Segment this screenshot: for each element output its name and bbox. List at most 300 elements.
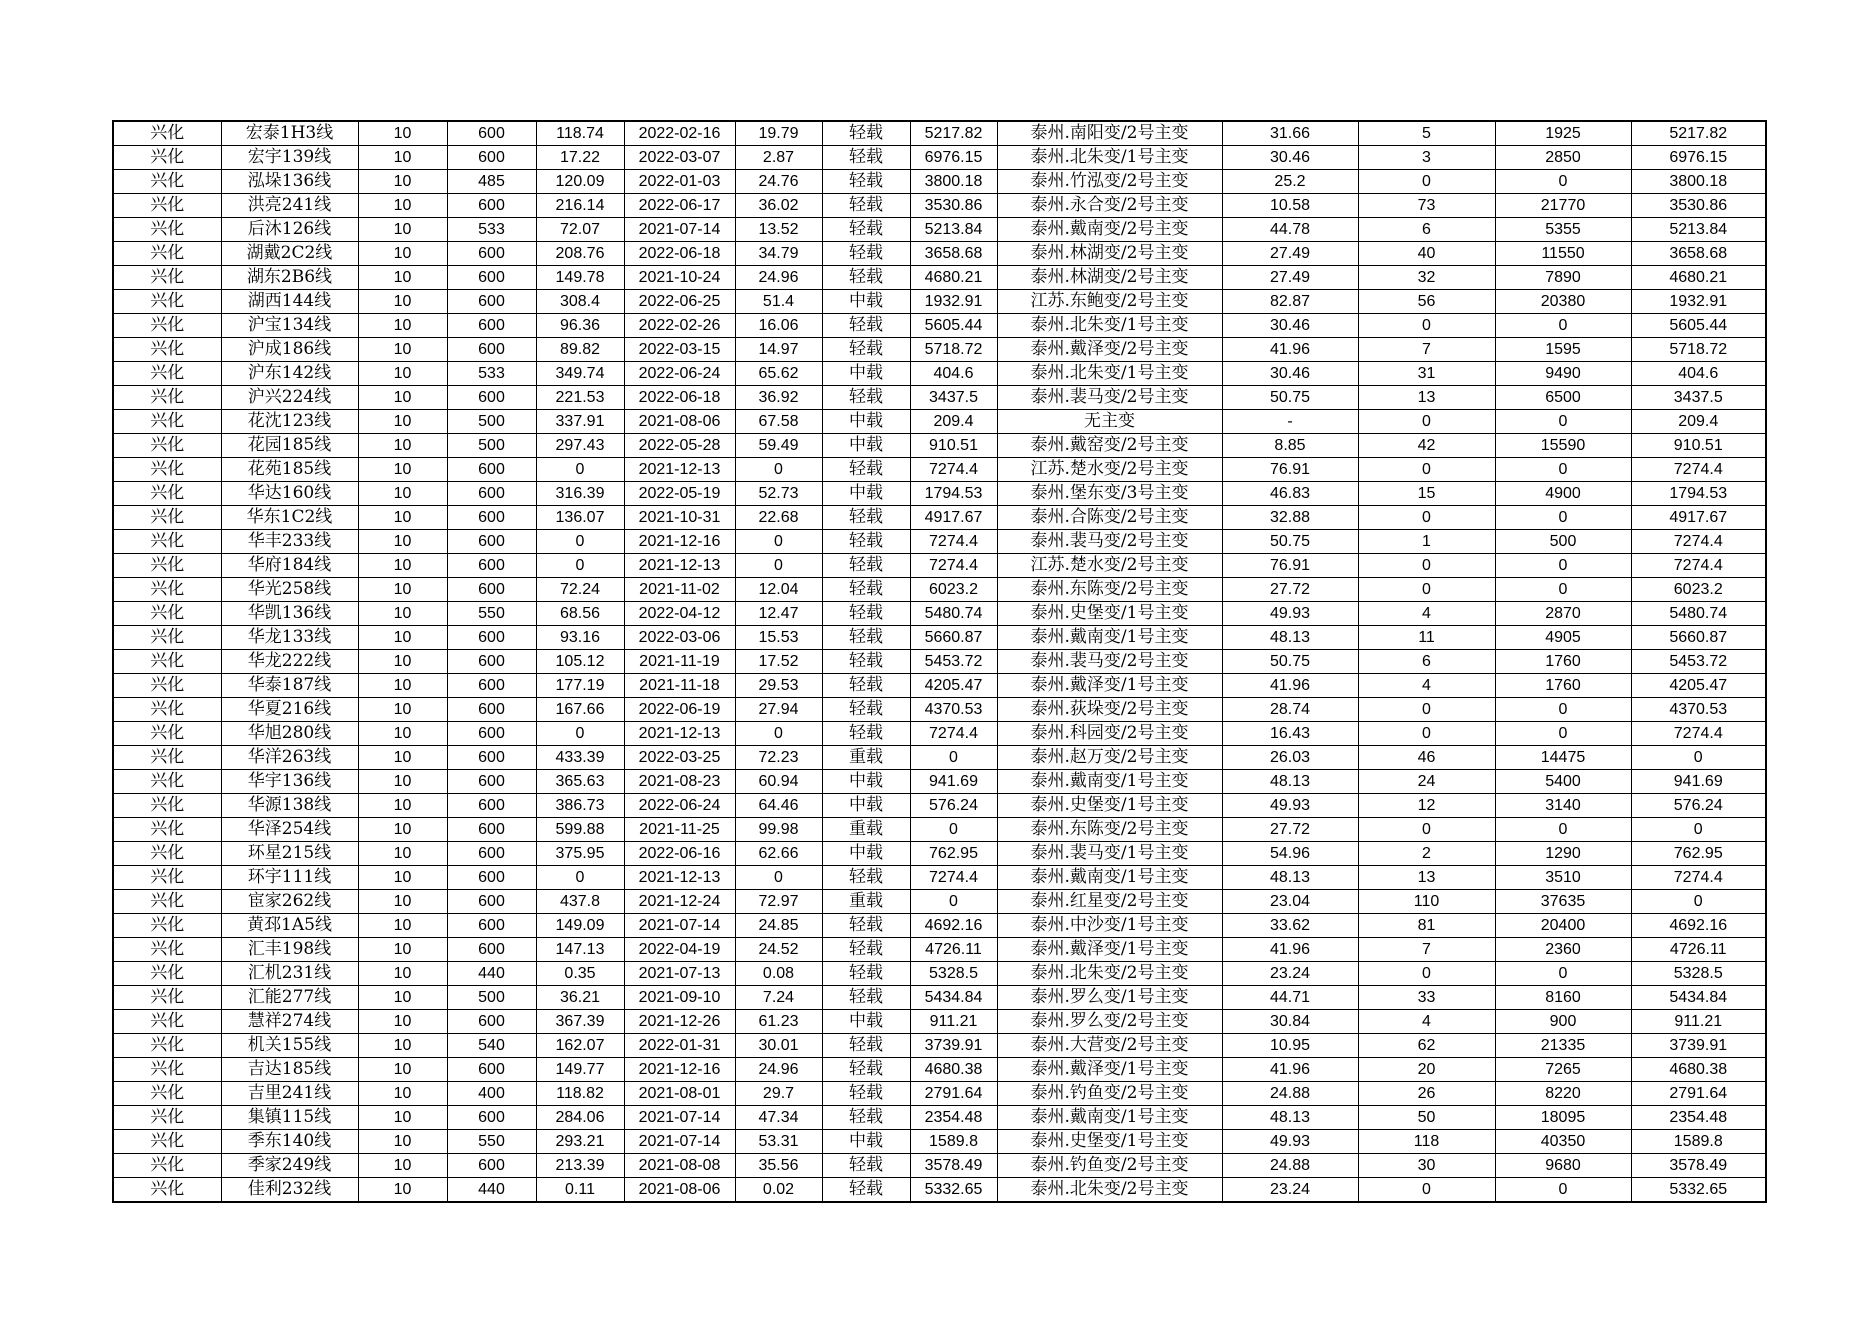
transformer-cell: 泰州.钓鱼变/2号主变 <box>997 1082 1222 1106</box>
date-cell: 2021-07-14 <box>624 1130 735 1154</box>
transformer-cell: 无主变 <box>997 410 1222 434</box>
county-cell: 兴化 <box>113 746 221 770</box>
capacity-cell: 600 <box>447 866 536 890</box>
max-load-cell: 149.78 <box>536 266 624 290</box>
available-capacity-cell: 4917.67 <box>910 506 997 530</box>
capacity-cell: 600 <box>447 914 536 938</box>
user-capacity-cell: 2360 <box>1495 938 1631 962</box>
line-name-cell: 华泰187线 <box>221 674 358 698</box>
max-load-cell: 433.39 <box>536 746 624 770</box>
county-cell: 兴化 <box>113 218 221 242</box>
capacity-cell: 533 <box>447 218 536 242</box>
user-capacity-cell: 1760 <box>1495 674 1631 698</box>
user-capacity-cell: 9680 <box>1495 1154 1631 1178</box>
capacity-cell: 500 <box>447 434 536 458</box>
transformer-cell: 泰州.钓鱼变/2号主变 <box>997 1154 1222 1178</box>
voltage-cell: 10 <box>358 482 447 506</box>
available-capacity-cell: 910.51 <box>910 434 997 458</box>
load-level-cell: 轻载 <box>822 194 910 218</box>
load-level-cell: 轻载 <box>822 242 910 266</box>
capacity-cell: 540 <box>447 1034 536 1058</box>
date-cell: 2022-06-16 <box>624 842 735 866</box>
remaining-capacity-cell: 7274.4 <box>1631 554 1766 578</box>
transformer-load-rate-cell: 10.95 <box>1222 1034 1358 1058</box>
load-rate-cell: 65.62 <box>735 362 822 386</box>
voltage-cell: 10 <box>358 170 447 194</box>
remaining-capacity-cell: 3658.68 <box>1631 242 1766 266</box>
county-cell: 兴化 <box>113 650 221 674</box>
date-cell: 2022-02-26 <box>624 314 735 338</box>
capacity-cell: 600 <box>447 266 536 290</box>
transformer-cell: 泰州.科园变/2号主变 <box>997 722 1222 746</box>
available-capacity-cell: 3578.49 <box>910 1154 997 1178</box>
max-load-cell: 68.56 <box>536 602 624 626</box>
date-cell: 2021-08-01 <box>624 1082 735 1106</box>
transformer-cell: 泰州.史堡变/1号主变 <box>997 602 1222 626</box>
load-level-cell: 中载 <box>822 434 910 458</box>
user-capacity-cell: 0 <box>1495 314 1631 338</box>
county-cell: 兴化 <box>113 1154 221 1178</box>
county-cell: 兴化 <box>113 986 221 1010</box>
remaining-capacity-cell: 3739.91 <box>1631 1034 1766 1058</box>
max-load-cell: 284.06 <box>536 1106 624 1130</box>
load-rate-cell: 12.04 <box>735 578 822 602</box>
transformer-cell: 泰州.戴泽变/1号主变 <box>997 674 1222 698</box>
line-name-cell: 花苑185线 <box>221 458 358 482</box>
load-rate-cell: 99.98 <box>735 818 822 842</box>
remaining-capacity-cell: 4680.21 <box>1631 266 1766 290</box>
load-level-cell: 轻载 <box>822 674 910 698</box>
remaining-capacity-cell: 5332.65 <box>1631 1178 1766 1203</box>
capacity-cell: 500 <box>447 410 536 434</box>
user-capacity-cell: 0 <box>1495 698 1631 722</box>
date-cell: 2021-12-13 <box>624 722 735 746</box>
load-rate-cell: 0 <box>735 866 822 890</box>
voltage-cell: 10 <box>358 794 447 818</box>
max-load-cell: 177.19 <box>536 674 624 698</box>
county-cell: 兴化 <box>113 1178 221 1203</box>
remaining-capacity-cell: 5605.44 <box>1631 314 1766 338</box>
line-name-cell: 沪东142线 <box>221 362 358 386</box>
remaining-capacity-cell: 5718.72 <box>1631 338 1766 362</box>
table-row <box>113 290 1766 314</box>
max-load-cell: 162.07 <box>536 1034 624 1058</box>
available-capacity-cell: 2354.48 <box>910 1106 997 1130</box>
user-count-cell: 56 <box>1358 290 1495 314</box>
table-row <box>113 1082 1766 1106</box>
available-capacity-cell: 4680.38 <box>910 1058 997 1082</box>
user-count-cell: 0 <box>1358 962 1495 986</box>
remaining-capacity-cell: 0 <box>1631 746 1766 770</box>
load-level-cell: 轻载 <box>822 578 910 602</box>
available-capacity-cell: 0 <box>910 890 997 914</box>
remaining-capacity-cell: 910.51 <box>1631 434 1766 458</box>
load-rate-cell: 51.4 <box>735 290 822 314</box>
transformer-cell: 泰州.裴马变/2号主变 <box>997 386 1222 410</box>
table-row <box>113 1034 1766 1058</box>
user-capacity-cell: 8220 <box>1495 1082 1631 1106</box>
table-row <box>113 194 1766 218</box>
available-capacity-cell: 762.95 <box>910 842 997 866</box>
user-count-cell: 0 <box>1358 506 1495 530</box>
capacity-cell: 500 <box>447 986 536 1010</box>
remaining-capacity-cell: 5217.82 <box>1631 121 1766 146</box>
transformer-cell: 泰州.罗么变/2号主变 <box>997 1010 1222 1034</box>
transformer-cell: 泰州.戴南变/2号主变 <box>997 218 1222 242</box>
date-cell: 2021-12-16 <box>624 530 735 554</box>
user-count-cell: 6 <box>1358 218 1495 242</box>
user-capacity-cell: 7265 <box>1495 1058 1631 1082</box>
voltage-cell: 10 <box>358 314 447 338</box>
user-capacity-cell: 0 <box>1495 170 1631 194</box>
max-load-cell: 96.36 <box>536 314 624 338</box>
user-count-cell: 0 <box>1358 698 1495 722</box>
available-capacity-cell: 404.6 <box>910 362 997 386</box>
capacity-cell: 600 <box>447 290 536 314</box>
capacity-cell: 600 <box>447 722 536 746</box>
user-count-cell: 11 <box>1358 626 1495 650</box>
max-load-cell: 386.73 <box>536 794 624 818</box>
table-row <box>113 602 1766 626</box>
transformer-cell: 泰州.赵万变/2号主变 <box>997 746 1222 770</box>
load-rate-cell: 0 <box>735 530 822 554</box>
table-row <box>113 842 1766 866</box>
transformer-load-rate-cell: 44.71 <box>1222 986 1358 1010</box>
remaining-capacity-cell: 762.95 <box>1631 842 1766 866</box>
user-count-cell: 0 <box>1358 1178 1495 1203</box>
remaining-capacity-cell: 4205.47 <box>1631 674 1766 698</box>
user-capacity-cell: 0 <box>1495 818 1631 842</box>
user-count-cell: 0 <box>1358 314 1495 338</box>
county-cell: 兴化 <box>113 938 221 962</box>
county-cell: 兴化 <box>113 314 221 338</box>
transformer-load-rate-cell: 24.88 <box>1222 1154 1358 1178</box>
voltage-cell: 10 <box>358 290 447 314</box>
line-name-cell: 佳利232线 <box>221 1178 358 1203</box>
user-capacity-cell: 18095 <box>1495 1106 1631 1130</box>
transformer-cell: 泰州.堡东变/3号主变 <box>997 482 1222 506</box>
voltage-cell: 10 <box>358 410 447 434</box>
line-name-cell: 华宇136线 <box>221 770 358 794</box>
voltage-cell: 10 <box>358 818 447 842</box>
transformer-load-rate-cell: 50.75 <box>1222 650 1358 674</box>
available-capacity-cell: 3658.68 <box>910 242 997 266</box>
load-rate-cell: 12.47 <box>735 602 822 626</box>
line-name-cell: 华洋263线 <box>221 746 358 770</box>
county-cell: 兴化 <box>113 458 221 482</box>
date-cell: 2022-06-24 <box>624 362 735 386</box>
available-capacity-cell: 3800.18 <box>910 170 997 194</box>
available-capacity-cell: 3437.5 <box>910 386 997 410</box>
load-level-cell: 轻载 <box>822 1154 910 1178</box>
available-capacity-cell: 5434.84 <box>910 986 997 1010</box>
transformer-cell: 泰州.罗么变/1号主变 <box>997 986 1222 1010</box>
load-level-cell: 轻载 <box>822 121 910 146</box>
user-capacity-cell: 3140 <box>1495 794 1631 818</box>
remaining-capacity-cell: 7274.4 <box>1631 458 1766 482</box>
max-load-cell: 308.4 <box>536 290 624 314</box>
date-cell: 2021-07-14 <box>624 218 735 242</box>
remaining-capacity-cell: 5328.5 <box>1631 962 1766 986</box>
voltage-cell: 10 <box>358 1034 447 1058</box>
transformer-load-rate-cell: 33.62 <box>1222 914 1358 938</box>
date-cell: 2021-07-13 <box>624 962 735 986</box>
line-name-cell: 泓垛136线 <box>221 170 358 194</box>
remaining-capacity-cell: 3578.49 <box>1631 1154 1766 1178</box>
max-load-cell: 105.12 <box>536 650 624 674</box>
user-capacity-cell: 40350 <box>1495 1130 1631 1154</box>
county-cell: 兴化 <box>113 146 221 170</box>
county-cell: 兴化 <box>113 1034 221 1058</box>
date-cell: 2021-08-23 <box>624 770 735 794</box>
remaining-capacity-cell: 6023.2 <box>1631 578 1766 602</box>
table-row <box>113 338 1766 362</box>
user-count-cell: 24 <box>1358 770 1495 794</box>
voltage-cell: 10 <box>358 386 447 410</box>
user-capacity-cell: 1760 <box>1495 650 1631 674</box>
remaining-capacity-cell: 0 <box>1631 818 1766 842</box>
transformer-cell: 泰州.北朱变/2号主变 <box>997 962 1222 986</box>
table-row <box>113 1106 1766 1130</box>
line-name-cell: 环宇111线 <box>221 866 358 890</box>
max-load-cell: 297.43 <box>536 434 624 458</box>
remaining-capacity-cell: 6976.15 <box>1631 146 1766 170</box>
table-row <box>113 698 1766 722</box>
remaining-capacity-cell: 5660.87 <box>1631 626 1766 650</box>
max-load-cell: 0 <box>536 866 624 890</box>
user-capacity-cell: 4900 <box>1495 482 1631 506</box>
transformer-cell: 泰州.东陈变/2号主变 <box>997 818 1222 842</box>
load-rate-cell: 24.96 <box>735 1058 822 1082</box>
line-name-cell: 华东1C2线 <box>221 506 358 530</box>
remaining-capacity-cell: 5434.84 <box>1631 986 1766 1010</box>
table-row <box>113 458 1766 482</box>
date-cell: 2022-03-25 <box>624 746 735 770</box>
load-rate-cell: 17.52 <box>735 650 822 674</box>
table-row <box>113 626 1766 650</box>
transformer-cell: 泰州.裴马变/2号主变 <box>997 650 1222 674</box>
capacity-cell: 533 <box>447 362 536 386</box>
load-rate-cell: 53.31 <box>735 1130 822 1154</box>
county-cell: 兴化 <box>113 770 221 794</box>
date-cell: 2022-06-24 <box>624 794 735 818</box>
max-load-cell: 147.13 <box>536 938 624 962</box>
line-name-cell: 华凯136线 <box>221 602 358 626</box>
table-row <box>113 266 1766 290</box>
user-capacity-cell: 0 <box>1495 1178 1631 1203</box>
max-load-cell: 367.39 <box>536 1010 624 1034</box>
table-row <box>113 1178 1766 1203</box>
line-name-cell: 花沈123线 <box>221 410 358 434</box>
transformer-load-rate-cell: 27.49 <box>1222 266 1358 290</box>
line-name-cell: 华龙133线 <box>221 626 358 650</box>
user-capacity-cell: 1290 <box>1495 842 1631 866</box>
table-row <box>113 530 1766 554</box>
county-cell: 兴化 <box>113 602 221 626</box>
user-count-cell: 13 <box>1358 866 1495 890</box>
voltage-cell: 10 <box>358 962 447 986</box>
load-level-cell: 轻载 <box>822 1178 910 1203</box>
voltage-cell: 10 <box>358 746 447 770</box>
max-load-cell: 0.35 <box>536 962 624 986</box>
county-cell: 兴化 <box>113 1106 221 1130</box>
transformer-cell: 泰州.南阳变/2号主变 <box>997 121 1222 146</box>
line-name-cell: 花园185线 <box>221 434 358 458</box>
transformer-cell: 泰州.荻垛变/2号主变 <box>997 698 1222 722</box>
date-cell: 2022-06-25 <box>624 290 735 314</box>
load-level-cell: 轻载 <box>822 314 910 338</box>
table-row <box>113 746 1766 770</box>
available-capacity-cell: 7274.4 <box>910 458 997 482</box>
capacity-cell: 550 <box>447 602 536 626</box>
load-rate-cell: 16.06 <box>735 314 822 338</box>
transformer-cell: 泰州.戴南变/1号主变 <box>997 770 1222 794</box>
voltage-cell: 10 <box>358 554 447 578</box>
remaining-capacity-cell: 2354.48 <box>1631 1106 1766 1130</box>
available-capacity-cell: 4692.16 <box>910 914 997 938</box>
transformer-load-rate-cell: 28.74 <box>1222 698 1358 722</box>
transformer-load-rate-cell: 30.46 <box>1222 314 1358 338</box>
user-capacity-cell: 6500 <box>1495 386 1631 410</box>
capacity-cell: 600 <box>447 746 536 770</box>
load-level-cell: 轻载 <box>822 554 910 578</box>
date-cell: 2022-06-19 <box>624 698 735 722</box>
load-rate-cell: 29.53 <box>735 674 822 698</box>
load-level-cell: 轻载 <box>822 506 910 530</box>
capacity-cell: 600 <box>447 698 536 722</box>
transformer-cell: 泰州.戴南变/1号主变 <box>997 866 1222 890</box>
county-cell: 兴化 <box>113 290 221 314</box>
voltage-cell: 10 <box>358 1106 447 1130</box>
user-count-cell: 0 <box>1358 170 1495 194</box>
capacity-cell: 485 <box>447 170 536 194</box>
table-row <box>113 890 1766 914</box>
user-count-cell: 5 <box>1358 121 1495 146</box>
voltage-cell: 10 <box>358 458 447 482</box>
user-capacity-cell: 4905 <box>1495 626 1631 650</box>
user-capacity-cell: 9490 <box>1495 362 1631 386</box>
available-capacity-cell: 6023.2 <box>910 578 997 602</box>
date-cell: 2021-08-06 <box>624 410 735 434</box>
line-name-cell: 洪亮241线 <box>221 194 358 218</box>
user-count-cell: 12 <box>1358 794 1495 818</box>
transformer-load-rate-cell: 41.96 <box>1222 1058 1358 1082</box>
transformer-load-rate-cell: 49.93 <box>1222 602 1358 626</box>
county-cell: 兴化 <box>113 530 221 554</box>
transformer-cell: 泰州.红星变/2号主变 <box>997 890 1222 914</box>
user-count-cell: 0 <box>1358 554 1495 578</box>
line-name-cell: 机关155线 <box>221 1034 358 1058</box>
max-load-cell: 72.07 <box>536 218 624 242</box>
transformer-cell: 江苏.楚水变/2号主变 <box>997 554 1222 578</box>
county-cell: 兴化 <box>113 890 221 914</box>
line-name-cell: 华源138线 <box>221 794 358 818</box>
max-load-cell: 216.14 <box>536 194 624 218</box>
voltage-cell: 10 <box>358 1010 447 1034</box>
voltage-cell: 10 <box>358 770 447 794</box>
transformer-cell: 泰州.北朱变/2号主变 <box>997 1178 1222 1203</box>
line-name-cell: 宦家262线 <box>221 890 358 914</box>
remaining-capacity-cell: 1932.91 <box>1631 290 1766 314</box>
transformer-cell: 泰州.东陈变/2号主变 <box>997 578 1222 602</box>
user-count-cell: 62 <box>1358 1034 1495 1058</box>
line-name-cell: 吉里241线 <box>221 1082 358 1106</box>
capacity-cell: 600 <box>447 121 536 146</box>
transformer-load-rate-cell: 32.88 <box>1222 506 1358 530</box>
capacity-cell: 600 <box>447 1106 536 1130</box>
voltage-cell: 10 <box>358 698 447 722</box>
transformer-cell: 泰州.北朱变/1号主变 <box>997 146 1222 170</box>
transformer-load-rate-cell: 76.91 <box>1222 554 1358 578</box>
voltage-cell: 10 <box>358 338 447 362</box>
available-capacity-cell: 4680.21 <box>910 266 997 290</box>
line-name-cell: 宏宇139线 <box>221 146 358 170</box>
user-capacity-cell: 5400 <box>1495 770 1631 794</box>
transformer-load-rate-cell: - <box>1222 410 1358 434</box>
user-capacity-cell: 0 <box>1495 722 1631 746</box>
max-load-cell: 118.74 <box>536 121 624 146</box>
user-capacity-cell: 21335 <box>1495 1034 1631 1058</box>
transformer-load-rate-cell: 48.13 <box>1222 770 1358 794</box>
user-capacity-cell: 7890 <box>1495 266 1631 290</box>
voltage-cell: 10 <box>358 890 447 914</box>
transformer-load-rate-cell: 8.85 <box>1222 434 1358 458</box>
voltage-cell: 10 <box>358 194 447 218</box>
available-capacity-cell: 4370.53 <box>910 698 997 722</box>
date-cell: 2021-07-14 <box>624 1106 735 1130</box>
transformer-cell: 泰州.裴马变/2号主变 <box>997 530 1222 554</box>
date-cell: 2021-09-10 <box>624 986 735 1010</box>
available-capacity-cell: 5328.5 <box>910 962 997 986</box>
voltage-cell: 10 <box>358 986 447 1010</box>
line-name-cell: 沪成186线 <box>221 338 358 362</box>
load-rate-cell: 24.76 <box>735 170 822 194</box>
available-capacity-cell: 911.21 <box>910 1010 997 1034</box>
transformer-load-rate-cell: 76.91 <box>1222 458 1358 482</box>
transformer-load-rate-cell: 16.43 <box>1222 722 1358 746</box>
user-count-cell: 0 <box>1358 578 1495 602</box>
load-rate-cell: 36.92 <box>735 386 822 410</box>
load-rate-cell: 24.52 <box>735 938 822 962</box>
remaining-capacity-cell: 1794.53 <box>1631 482 1766 506</box>
user-count-cell: 0 <box>1358 458 1495 482</box>
date-cell: 2021-12-24 <box>624 890 735 914</box>
remaining-capacity-cell: 3530.86 <box>1631 194 1766 218</box>
capacity-cell: 600 <box>447 146 536 170</box>
transformer-load-rate-cell: 50.75 <box>1222 530 1358 554</box>
remaining-capacity-cell: 4917.67 <box>1631 506 1766 530</box>
available-capacity-cell: 7274.4 <box>910 554 997 578</box>
available-capacity-cell: 7274.4 <box>910 530 997 554</box>
date-cell: 2021-11-02 <box>624 578 735 602</box>
available-capacity-cell: 5718.72 <box>910 338 997 362</box>
max-load-cell: 437.8 <box>536 890 624 914</box>
user-capacity-cell: 14475 <box>1495 746 1631 770</box>
user-capacity-cell: 0 <box>1495 578 1631 602</box>
available-capacity-cell: 6976.15 <box>910 146 997 170</box>
date-cell: 2021-11-25 <box>624 818 735 842</box>
user-capacity-cell: 5355 <box>1495 218 1631 242</box>
available-capacity-cell: 3739.91 <box>910 1034 997 1058</box>
capacity-cell: 600 <box>447 626 536 650</box>
transformer-load-rate-cell: 31.66 <box>1222 121 1358 146</box>
table-row <box>113 722 1766 746</box>
available-capacity-cell: 5213.84 <box>910 218 997 242</box>
max-load-cell: 72.24 <box>536 578 624 602</box>
table-row <box>113 1154 1766 1178</box>
user-capacity-cell: 8160 <box>1495 986 1631 1010</box>
max-load-cell: 221.53 <box>536 386 624 410</box>
